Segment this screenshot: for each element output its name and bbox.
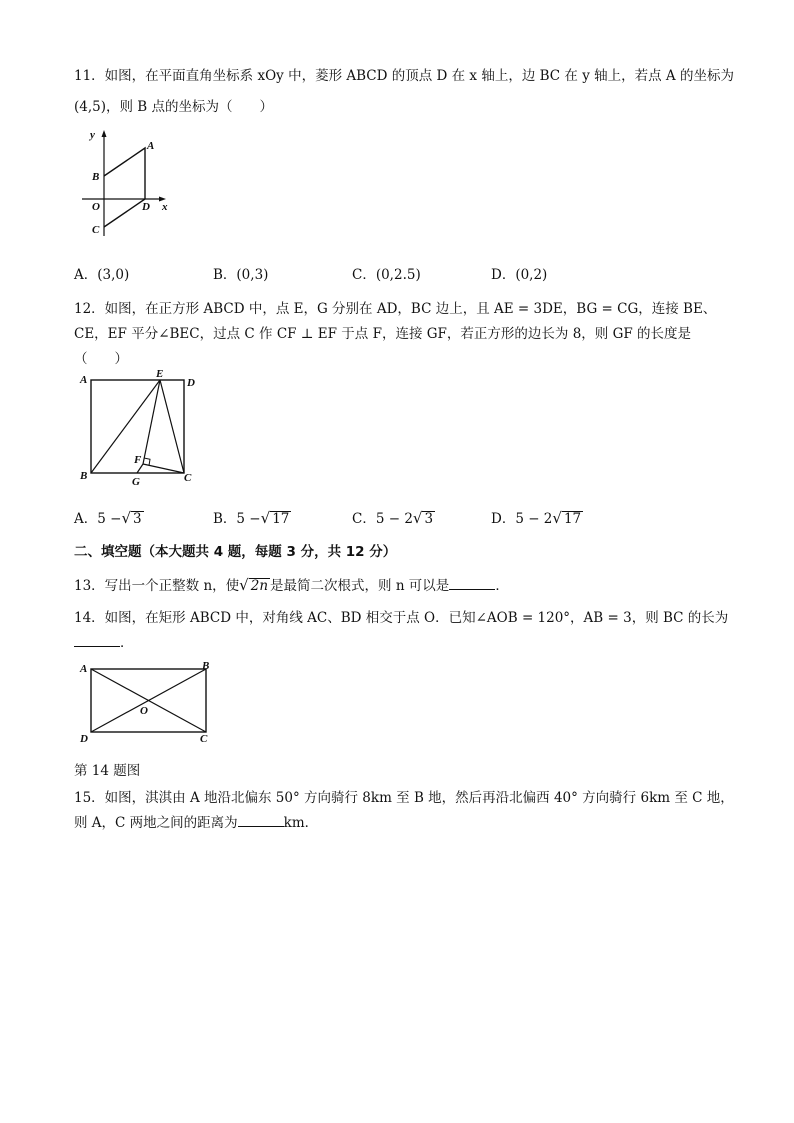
q14-stem-line2 xyxy=(74,631,134,651)
q11-label-c: C xyxy=(92,224,100,236)
q13-stem: 13．写出一个正整数 n，使√ 2n 是最简二次根式，则 n 可以是 ． xyxy=(74,576,509,594)
q14-stem-end: ． xyxy=(120,635,134,651)
q14-figure xyxy=(76,658,216,748)
q11-label-b: B xyxy=(92,171,100,183)
q12-option-d-radicand: 17 xyxy=(563,511,582,527)
q15-stem-line2 xyxy=(74,811,318,831)
q11-label-y: y xyxy=(90,129,95,141)
q12-option-c-radicand: 3 xyxy=(424,511,434,527)
q12-option-d-prefix: D． xyxy=(491,511,516,527)
q12-option-a-prefix: A． xyxy=(74,511,98,527)
q11-option-d[interactable]: D．(0,2) xyxy=(491,267,548,283)
q15-stem-post: km． xyxy=(283,815,319,831)
q11-label-x: x xyxy=(162,201,168,213)
q15-stem-line1: 15．如图，淇淇由 A 地沿北偏东 50° 方向骑行 8km 至 B 地，然后再沿北偏西 40° 方向骑行 6km 至 C 地， xyxy=(74,790,734,806)
q12-option-d[interactable]: D．5 − 2√ 17 xyxy=(491,509,582,527)
q11-label-o: O xyxy=(92,201,100,213)
q12-option-c-prefix: C． xyxy=(352,511,376,527)
q13-stem-end: ． xyxy=(495,578,509,594)
q11-stem-line1: 11．如图，在平面直角坐标系 xOy 中，菱形 ABCD 的顶点 D 在 x 轴上，边 BC 在 y 轴上，若点 A 的坐标为 xyxy=(74,68,734,84)
q12-label-e: E xyxy=(156,368,164,380)
q12-label-g: G xyxy=(132,476,140,486)
section2-title: 二、填空题（本大题共 4 题，每题 3 分，共 12 分） xyxy=(74,544,397,560)
q14-label-o: O xyxy=(140,705,148,717)
q12-segment-ce xyxy=(160,380,184,473)
q12-label-c: C xyxy=(184,472,192,484)
q11-rhombus xyxy=(104,148,145,227)
q11-option-a[interactable]: A．(3,0) xyxy=(74,267,130,283)
q12-option-a-pre: 5 − xyxy=(97,511,122,527)
q12-stem-line2: CE，EF 平分∠BEC，过点 C 作 CF ⊥ EF 于点 F，连接 GF，若正方形的边长为 8，则 GF 的长度是 xyxy=(74,326,692,342)
q12-option-d-pre: 5 − 2 xyxy=(515,511,553,527)
q11-figure xyxy=(76,126,176,244)
q13-stem-pre: 13．写出一个正整数 n，使 xyxy=(74,578,240,594)
q14-stem-line1: 14．如图，在矩形 ABCD 中，对角线 AC、BD 相交于点 O．已知∠AOB = 120°，AB = 3，则 BC 的长为 xyxy=(74,610,729,626)
q14-answer-blank[interactable] xyxy=(74,634,120,647)
q12-option-b-prefix: B． xyxy=(213,511,237,527)
q12-stem-line3: （ ） xyxy=(74,351,128,367)
q15-answer-blank[interactable] xyxy=(238,814,284,827)
q14-label-b: B xyxy=(202,660,210,672)
q12-option-b-pre: 5 − xyxy=(236,511,261,527)
q12-option-a-radicand: 3 xyxy=(133,511,142,527)
q12-label-b: B xyxy=(80,470,88,482)
q12-label-d: D xyxy=(187,377,195,389)
q11-label-a: A xyxy=(147,140,155,152)
q12-option-c[interactable]: C．5 − 2√ 3 xyxy=(352,509,434,527)
q11-stem-line2: (4,5)，则 B 点的坐标为（ ） xyxy=(74,99,274,115)
q12-option-b-radicand: 17 xyxy=(272,511,290,527)
q14-figure-caption: 第 14 题图 xyxy=(74,763,141,779)
q12-label-a: A xyxy=(80,374,88,386)
q12-figure xyxy=(76,366,206,486)
q14-label-d: D xyxy=(80,733,88,745)
q12-option-c-pre: 5 − 2 xyxy=(375,511,413,527)
q12-option-b[interactable]: B．5 −√ 17 xyxy=(213,509,290,527)
q15-stem-pre: 则 A，C 两地之间的距离为 xyxy=(74,815,238,831)
q12-option-a[interactable]: A．5 −√ 3 xyxy=(74,509,142,527)
q11-label-d: D xyxy=(142,201,150,213)
q13-answer-blank[interactable] xyxy=(449,577,495,590)
q13-radicand: 2n xyxy=(250,578,269,594)
q12-segment-ef xyxy=(143,380,160,464)
q12-label-f: F xyxy=(134,454,142,466)
q13-stem-post: 是最简二次根式，则 n 可以是 xyxy=(270,578,450,594)
q14-label-c: C xyxy=(200,733,208,745)
q11-option-b[interactable]: B．(0,3) xyxy=(213,267,269,283)
q11-option-c[interactable]: C．(0,2.5) xyxy=(352,267,421,283)
q14-label-a: A xyxy=(80,663,88,675)
q12-stem-line1: 12．如图，在正方形 ABCD 中，点 E，G 分别在 AD，BC 边上，且 AE = 3DE，BG = CG，连接 BE、 xyxy=(74,301,717,317)
